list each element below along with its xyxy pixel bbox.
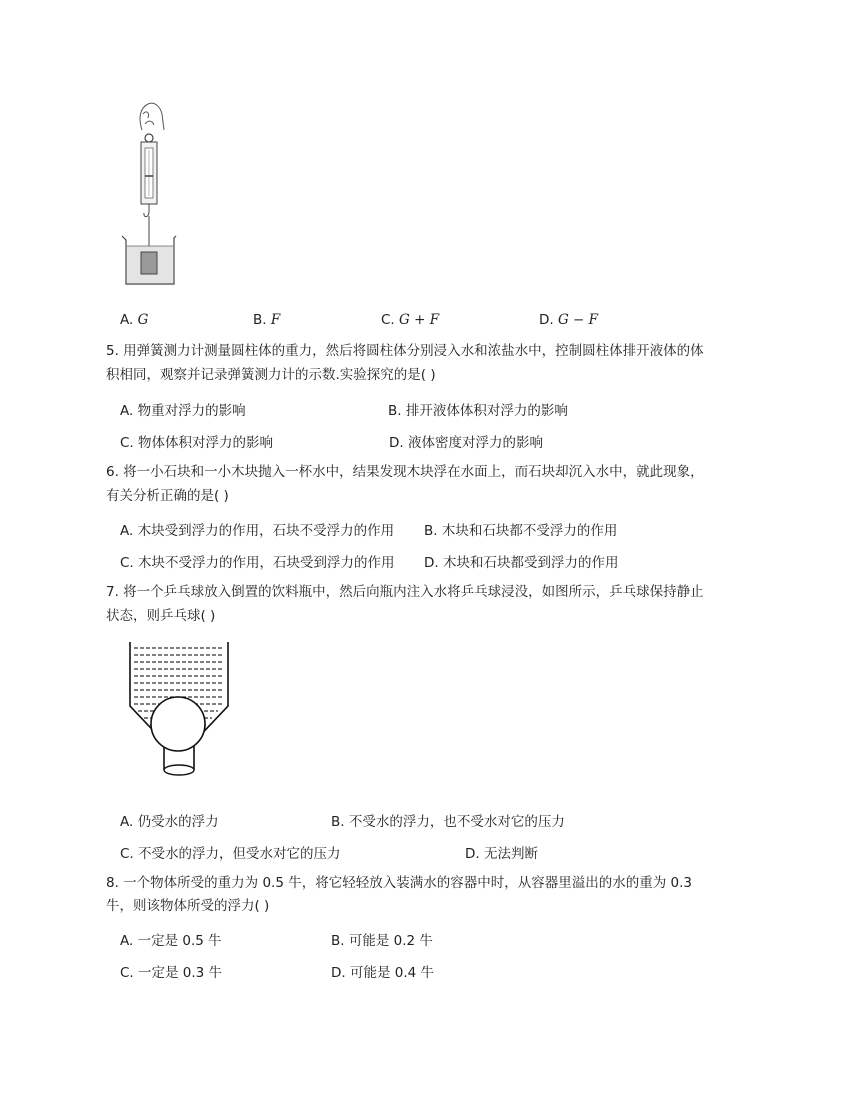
q4-option-a-letter: A. <box>120 312 134 328</box>
q6-stem-line2: 有关分析正确的是( ) <box>106 488 229 504</box>
q4-option-d-expr: G − F <box>557 312 599 328</box>
q7-stem-line2: 状态，则乒乓球( ) <box>106 608 216 624</box>
q5-stem-line2: 积相同，观察并记录弹簧测力计的示数.实验探究的是( ) <box>106 367 436 383</box>
q8-option-b[interactable]: B. 可能是 0.2 牛 <box>331 933 433 949</box>
q4-option-c[interactable] <box>381 312 439 328</box>
q7-option-b[interactable]: B. 不受水的浮力，也不受水对它的压力 <box>331 814 565 830</box>
q6-option-a[interactable]: A. 木块受到浮力的作用，石块不受浮力的作用 <box>120 523 395 539</box>
q7-option-c[interactable]: C. 不受水的浮力，但受水对它的压力 <box>120 846 341 862</box>
q4-option-d-letter: D. <box>539 312 554 328</box>
inverted-bottle-figure <box>124 638 234 783</box>
q4-option-c-expr: G + F <box>399 312 440 328</box>
q5-option-d[interactable]: D. 液体密度对浮力的影响 <box>389 435 543 451</box>
q7-stem-line1: 7. 将一个乒乓球放入倒置的饮料瓶中，然后向瓶内注入水将乒乓球浸没，如图所示，乒乓球保持静止 <box>106 584 704 600</box>
q7-option-d[interactable]: D. 无法判断 <box>465 846 538 862</box>
q8-option-c[interactable]: C. 一定是 0.3 牛 <box>120 965 223 981</box>
q4-option-d[interactable] <box>539 312 598 328</box>
q4-option-b-letter: B. <box>253 312 267 328</box>
q5-stem-line1: 5. 用弹簧测力计测量圆柱体的重力，然后将圆柱体分别浸入水和浓盐水中，控制圆柱体排开液体的体 <box>106 343 704 359</box>
q7-option-a[interactable]: A. 仍受水的浮力 <box>120 814 219 830</box>
q5-option-c[interactable]: C. 物体体积对浮力的影响 <box>120 435 274 451</box>
q5-option-b[interactable]: B. 排开液体体积对浮力的影响 <box>388 403 568 419</box>
q6-option-c[interactable]: C. 木块不受浮力的作用，石块受到浮力的作用 <box>120 555 395 571</box>
q4-option-a-expr: G <box>137 312 149 328</box>
q4-option-c-letter: C. <box>381 312 395 328</box>
q8-option-a[interactable]: A. 一定是 0.5 牛 <box>120 933 222 949</box>
q4-option-b[interactable] <box>253 312 280 328</box>
q8-stem-line2: 牛，则该物体所受的浮力( ) <box>106 898 270 914</box>
q6-stem-line1: 6. 将一小石块和一小木块抛入一杯水中，结果发现木块浮在水面上，而石块却沉入水中，就此现象， <box>106 464 704 480</box>
spring-balance-figure <box>118 100 188 290</box>
q8-option-d[interactable]: D. 可能是 0.4 牛 <box>331 965 435 981</box>
q5-option-a[interactable]: A. 物重对浮力的影响 <box>120 403 246 419</box>
q6-option-b[interactable]: B. 木块和石块都不受浮力的作用 <box>424 523 618 539</box>
q6-option-d[interactable]: D. 木块和石块都受到浮力的作用 <box>424 555 619 571</box>
q4-option-a[interactable] <box>120 312 148 328</box>
q8-stem-line1: 8. 一个物体所受的重力为 0.5 牛，将它轻轻放入装满水的容器中时，从容器里溢出的水的重为 0.3 <box>106 875 692 891</box>
q4-option-b-expr: F <box>270 312 281 328</box>
